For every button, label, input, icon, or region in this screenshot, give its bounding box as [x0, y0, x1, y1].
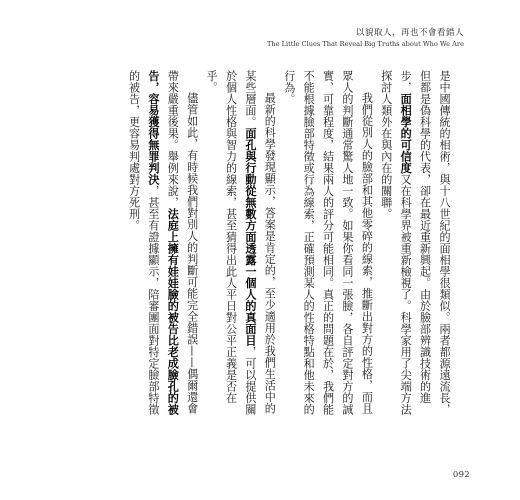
page-number: 092: [452, 470, 470, 480]
text-segment: 最新的科學發現顯示，答案是肯定的，至少適用於我們生活中的某些層面。: [243, 70, 277, 415]
highlighted-text: 面孔與行動從無數方面透露一個人的真面目: [243, 127, 257, 346]
text-segment: ，可以提供關於個人性格與智力的線索，甚至猜得出此人平日對公平正義是否在乎。: [205, 70, 257, 415]
paragraph: [376, 70, 454, 425]
text-segment: 又在科學界被重新檢視了。科學家用了尖端方法探討人類外在與內在的關聯。: [379, 70, 413, 415]
text-segment: 儘管如此，有時候我們對別人的判斷可能完全錯誤——偶爾還會帶來嚴重後果。舉例來說，: [166, 70, 199, 415]
running-header: [267, 28, 464, 48]
header-title-chinese: 以貌取人，再也不會看錯人: [355, 28, 464, 38]
highlighted-text: 法庭上擁有娃娃臉的被告比老成臉孔的被告，容易獲得無罪判決: [146, 70, 180, 415]
paragraph: [279, 70, 376, 425]
text-segment: ，甚至有證據顯示，陪審團面對特定臉部特徵的被告，更容易判處對方死刑。: [127, 70, 160, 415]
text-segment: 是中國傳統的相術，與十八世紀的面相學很類似。兩者都源遠流長，但都是偽科學的代表，卻在最近重新興起。由於臉部辨識技術的進步，: [399, 70, 451, 415]
highlighted-text: 面相學的可信度: [399, 93, 413, 174]
paragraph: [124, 70, 202, 425]
text-segment: 我們從別人的臉部和其他零碎的線索，推斷出對方的性格，而且眾人的判斷通常驚人地一致。如果你看同一張臉，各自評定對方的誠實、可靠程度，結果兩人的評分可能相同。真正的問題在於，我們能不能根據臉部特徵或行為線索，正確預測某人的性格特點和他未來的行為。: [282, 70, 374, 415]
vertical-body-text: [124, 70, 454, 425]
paragraph: [202, 70, 280, 425]
header-title-english: The Little Clues That Reveal Big Truths about Who We Are: [267, 39, 464, 48]
